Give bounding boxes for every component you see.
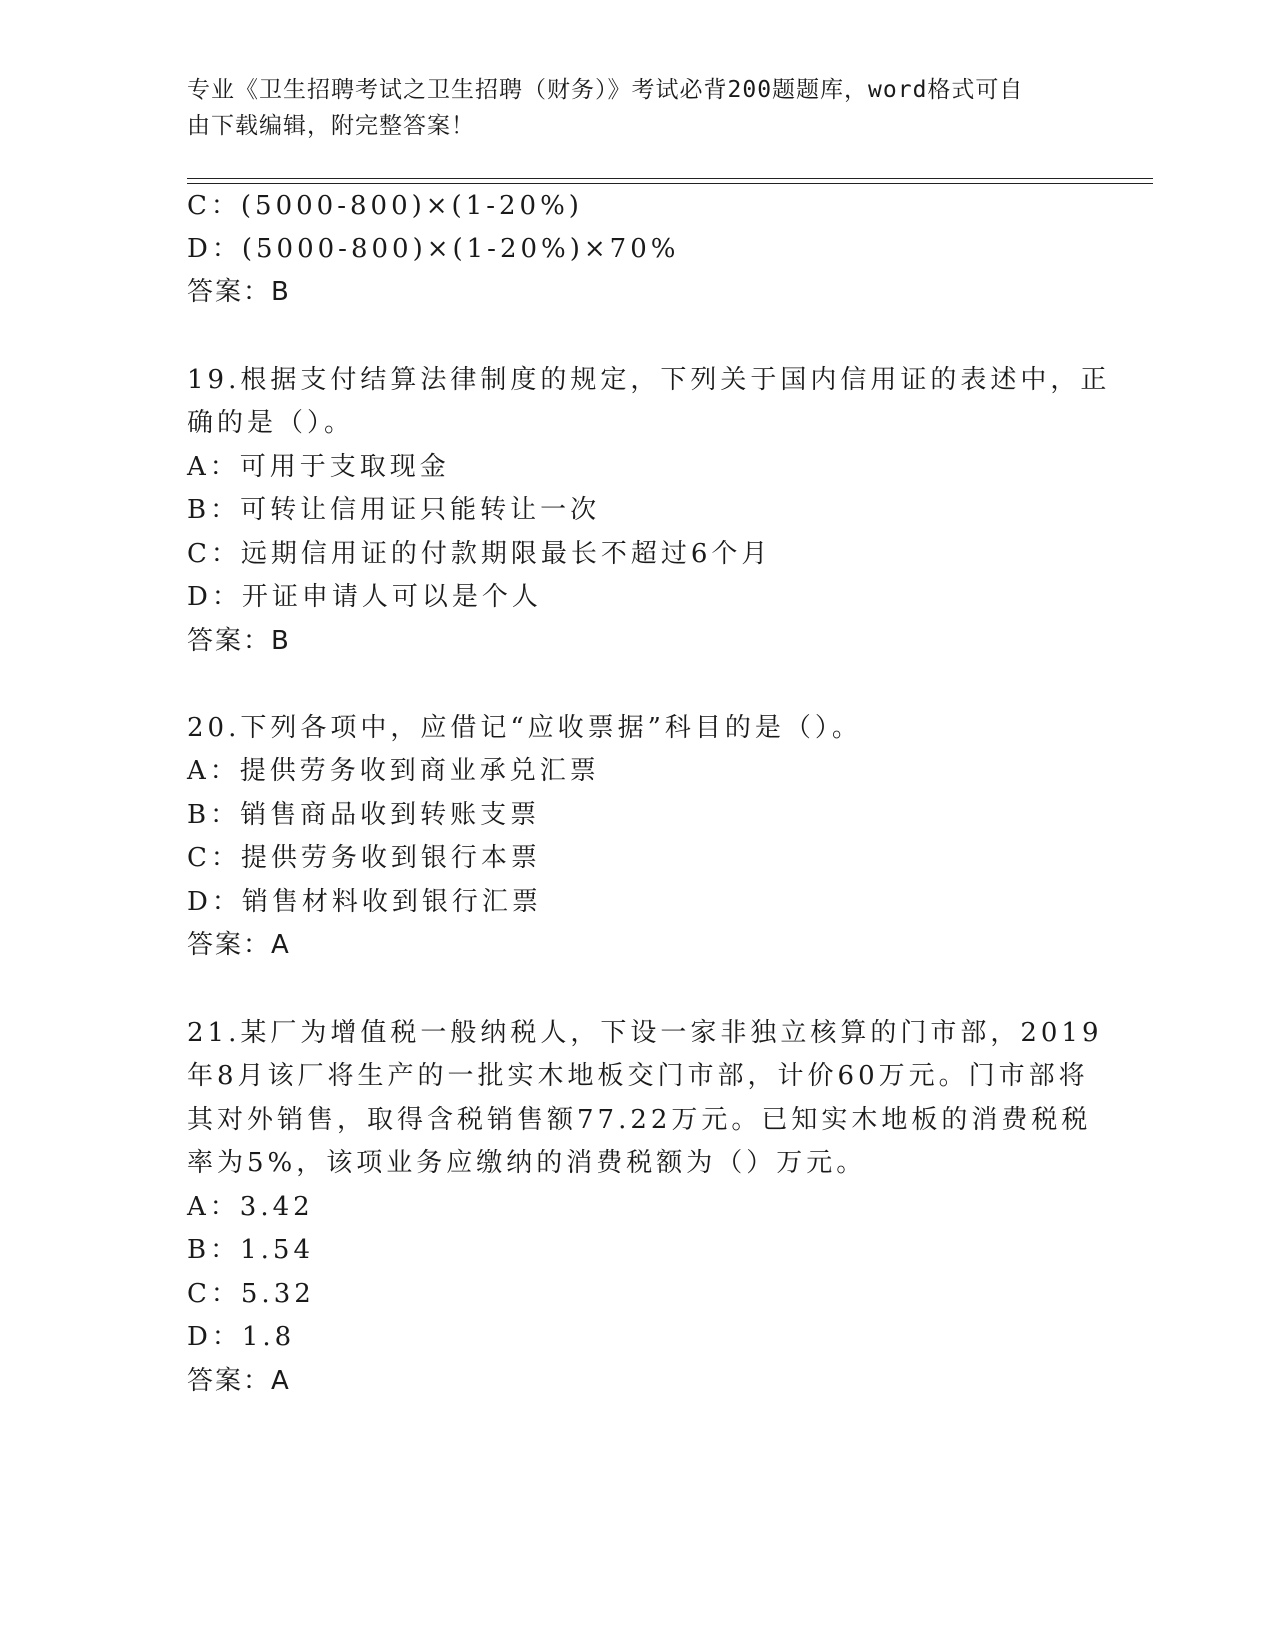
q19-stem-line-2: 确的是（）。 — [187, 408, 355, 438]
q21-option-d: D：1.8 — [187, 1322, 296, 1352]
header-line-2: 由下载编辑，附完整答案！ — [187, 113, 475, 139]
q20-stem-line-1: 20.下列各项中，应借记“应收票据”科目的是（）。 — [187, 713, 862, 743]
q20-option-c: C：提供劳务收到银行本票 — [187, 843, 541, 873]
header-line-1: 专业《卫生招聘考试之卫生招聘（财务）》考试必背200题题库，word格式可自 — [187, 77, 1024, 103]
header-rule-top — [187, 178, 1153, 179]
q21-stem-line-3: 其对外销售，取得含税销售额77.22万元。已知实木地板的消费税税 — [187, 1105, 1092, 1135]
q19-option-d: D：开证申请人可以是个人 — [187, 582, 542, 612]
q21-option-a: A：3.42 — [187, 1192, 314, 1222]
q21-option-b: B：1.54 — [187, 1235, 314, 1265]
q20-option-a: A：提供劳务收到商业承兑汇票 — [187, 756, 600, 786]
document-header — [187, 72, 1067, 144]
q21-stem-line-4: 率为5%，该项业务应缴纳的消费税额为（）万元。 — [187, 1148, 867, 1178]
q21-stem-line-2: 年8月该厂将生产的一批实木地板交门市部，计价60万元。门市部将 — [187, 1061, 1089, 1091]
q20-option-d: D：销售材料收到银行汇票 — [187, 887, 542, 917]
q19-option-b: B：可转让信用证只能转让一次 — [187, 495, 601, 525]
prev-option-d: D：(5000-800)×(1-20%)×70% — [187, 234, 680, 264]
q20-option-b: B：销售商品收到转账支票 — [187, 800, 541, 830]
prev-answer: 答案：B — [187, 277, 291, 307]
prev-option-c: C：(5000-800)×(1-20%) — [187, 191, 583, 221]
q19-answer: 答案：B — [187, 626, 291, 656]
q19-option-a: A：可用于支取现金 — [187, 452, 450, 482]
q19-stem-line-1: 19.根据支付结算法律制度的规定，下列关于国内信用证的表述中，正 — [187, 365, 1111, 395]
q20-answer: 答案：A — [187, 930, 291, 960]
q21-option-c: C：5.32 — [187, 1279, 315, 1309]
q19-option-c: C：远期信用证的付款期限最长不超过6个月 — [187, 539, 772, 569]
q21-answer: 答案：A — [187, 1366, 291, 1396]
q21-stem-line-1: 21.某厂为增值税一般纳税人，下设一家非独立核算的门市部，2019 — [187, 1018, 1103, 1048]
header-rule-bottom — [187, 183, 1153, 184]
